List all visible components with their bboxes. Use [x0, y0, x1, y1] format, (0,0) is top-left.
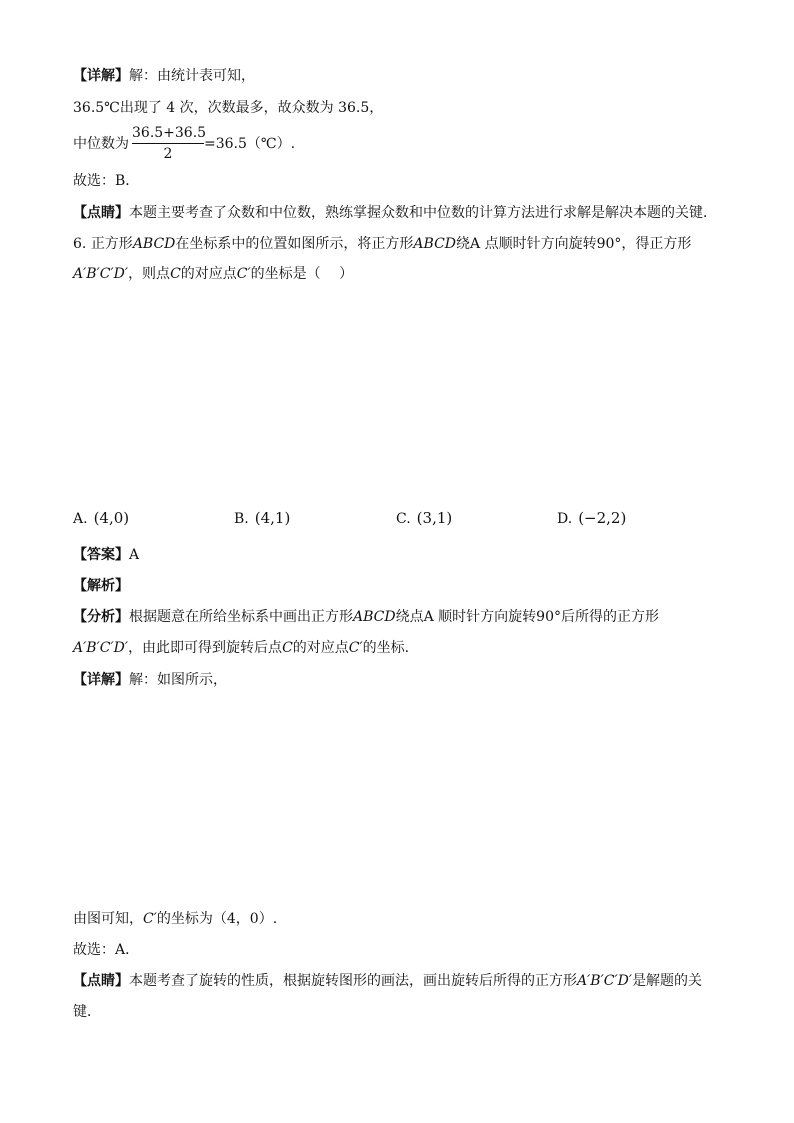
fraction-numerator: 36.5+36.5	[132, 125, 207, 141]
point-line-2-cont: 键．	[73, 1004, 101, 1020]
fraction-denominator: 2	[163, 146, 173, 162]
question-number: 6.	[73, 236, 87, 252]
median-fraction	[132, 124, 207, 163]
median-prefix: 中位数为	[73, 136, 129, 152]
detail2-line: 【详解】解：如图所示，	[73, 672, 227, 688]
option-b[interactable]: B. (4,1)	[234, 509, 291, 527]
point-line-1	[73, 203, 717, 223]
point-line-2: 【点睛】本题考查了旋转的性质，根据旋转图形的画法，画出旋转后所得的正方形A′B′C′D′是解题的关	[73, 973, 703, 989]
option-c[interactable]: C. (3,1)	[396, 509, 453, 527]
choose-line-1: 故选：B．	[73, 173, 140, 189]
answer-line: 【答案】A	[73, 547, 140, 563]
option-a[interactable]: A. (4,0)	[73, 509, 130, 527]
choose-line-2: 故选：A．	[73, 942, 140, 958]
figure-question-graph	[80, 292, 305, 495]
fraction-bar	[132, 143, 204, 144]
fenxi-line-1: 【分析】根据题意在所给坐标系中画出正方形ABCD绕点A 顺时针方向旋转90°后所得的正方形	[73, 609, 659, 625]
analysis-heading: 【解析】	[73, 578, 129, 594]
point-text: 本题主要考查了众数和中位数，熟练掌握众数和中位数的计算方法进行求解是解决本题的关键．	[129, 205, 717, 221]
figure-solution-graph	[88, 697, 310, 907]
question-6-line-1: 6. 正方形ABCD在坐标系中的位置如图所示，将正方形ABCD绕A 点顺时针方向旋转90°，得正方形	[73, 236, 692, 252]
question-6-line-2: A′B′C′D′，则点C的对应点C′的坐标是（ ）	[73, 266, 354, 282]
detail-tag: 【详解】	[73, 68, 129, 84]
option-d[interactable]: D. (−2,2)	[557, 509, 627, 527]
median-suffix: =36.5（℃）.	[204, 136, 296, 152]
detail-line	[73, 66, 255, 86]
conclusion-line: 由图可知，C′的坐标为（4，0）.	[73, 911, 278, 927]
point-tag: 【点睛】	[73, 205, 129, 221]
fenxi-line-2: A′B′C′D′，由此即可得到旋转后点C的对应点C′的坐标.	[73, 640, 410, 656]
mode-line: 36.5℃出现了 4 次，次数最多，故众数为 36.5，	[73, 100, 384, 116]
detail-text: 解：由统计表可知，	[129, 68, 255, 84]
